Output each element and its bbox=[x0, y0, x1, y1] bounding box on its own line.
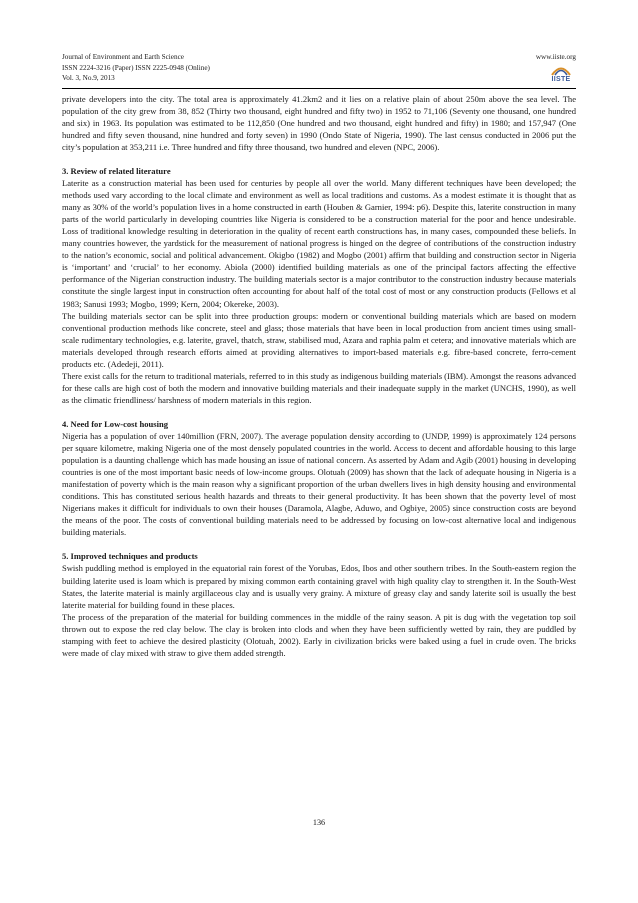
section-5-paragraph-1: Swish puddling method is employed in the equatorial rain forest of the Yorubas, Edos, Ibos and other southern tribes. In the South-eastern region the building laterite used is loam which is prepared by mixing common earth containing gravel with high quality clay to strengthen it. In the South-West States, the laterite material is mainly argillaceous clay and is usually very grainy. A mixture of greasy clay and sandy laterite soil is usually the best laterite material for building found in these places. bbox=[62, 563, 576, 610]
journal-name: Journal of Environment and Earth Science bbox=[62, 53, 184, 61]
logo-mark-icon bbox=[550, 64, 572, 76]
paper-page bbox=[62, 52, 576, 659]
section-3-paragraph-1: Laterite as a construction material has been used for centuries by people all over the world. Many different techniques have been developed; the methods used vary according to the local climate and environment as well as local traditions and customs. As a modest estimate it is thought that as many as 30% of the world’s population lives in a home constructed in earth (Houben & Garnier, 1994: p6). Despite this, laterite construction in many parts of the world particularly in developing countries like Nigeria is considered to be a construction material for the poor and hence undesirable. Loss of traditional knowledge resulting in deterioration in the quality of recent earth constructions has, in many cases, compounded these beliefs. In many countries however, the yardstick for the measurement of national progress is hinged on the degree of contributions of the construction industry to the nation’s economic, social and political advancement. Okigbo (1982) and Mogbo (2001) affirm that building and construction sector in Nigeria is ‘important’ and ‘crucial’ to her economy. Abiola (2000) identified building materials as one of the principal factors affecting the effective performance of the Nigerian construction industry. The building materials sector is a major contributor to the construction industry because materials constitute the single largest input in construction often accounting for about half of the total cost of most or any construction products (Fellows et al 1983; Sanusi 1993; Mogbo, 1999; Kern, 2004; Okereke, 2003). bbox=[62, 178, 576, 309]
section-3-paragraph-2: The building materials sector can be split into three production groups: modern or conventional building materials which are based on modern conventional production methods like concrete, steel and glass; those materials that have been in local production from ancient times using small-scale rudimentary technologies, e.g. laterite, gravel, thatch, straw, stabilised mud, Azara and raphia palm et cetera; and innovative materials which are materials developed through research efforts aimed at providing alternatives to import-based materials e.g. fibre-based concrete, ferro-cement products etc. (Adedeji, 2011). bbox=[62, 310, 576, 369]
header-divider bbox=[62, 88, 576, 89]
page-number: 136 bbox=[312, 818, 326, 827]
journal-header bbox=[62, 52, 576, 84]
section-5-heading: 5. Improved techniques and products bbox=[62, 551, 198, 562]
intro-paragraph: private developers into the city. The total area is approximately 41.2km2 and it lies on a relative plain of about 250m above the sea level. The population of the city grew from 38, 852 (Thirty two thousand, eight hundred and fifty two) in 1952 to 71,106 (Seventy one thousand, one hundred and six) in 1963. Its population was estimated to be 112,850 (One hundred and two thousand, eight hundred and fifty) in 1980; and 157,947 (One hundred and fifty seven thousand, nine hundred and forty seven) in 1990 (Ondo State of Nigeria, 1990). The last census conducted in 2006 put the city’s population at 353,211 i.e. Three hundred and fifty three thousand, two hundred and eleven (NPC, 2006). bbox=[62, 93, 576, 152]
iiste-logo bbox=[546, 64, 576, 86]
journal-volume: Vol. 3, No.9, 2013 bbox=[62, 74, 115, 83]
journal-url-link[interactable]: www.iiste.org bbox=[535, 53, 576, 61]
section-3-paragraph-3: There exist calls for the return to traditional materials, referred to in this study as indigenous building materials (IBM). Amongst the reasons advanced for these calls are high cost of both the modern and innovative building materials and their inadequate supply in the market (UNCHS, 1990), as well as the climatic friendliness/ harshness of modern materials in this region. bbox=[62, 370, 576, 405]
section-4-heading: 4. Need for Low-cost housing bbox=[62, 418, 168, 429]
logo-text: IISTE bbox=[551, 76, 571, 83]
journal-issn: ISSN 2224-3216 (Paper) ISSN 2225-0948 (Online) bbox=[62, 63, 210, 72]
section-5-paragraph-2: The process of the preparation of the material for building commences in the middle of the rainy season. A pit is dug with the vegetation top soil thrown out to expose the red clay below. The clay is broken into clods and when they have been sufficiently wetted by rain, they are puddled by stamping with feet to achieve the desired plasticity (Olotuah, 2002). Early in civilization bricks were baked using a fuel in crude oven. The bricks were made of clay mixed with straw to give them added strength. bbox=[62, 611, 576, 658]
section-3-heading: 3. Review of related literature bbox=[62, 166, 171, 177]
section-4-paragraph-1: Nigeria has a population of over 140million (FRN, 2007). The average population density according to (UNDP, 1999) is approximately 124 persons per square kilometre, making Nigeria one of the most densely populated countries in the world. Access to decent and affordable housing to this large population is a daunting challenge which has made housing an issue of national concern. As asserted by Adam and Agib (2001) housing in developing countries is one of the most important basic needs of low-income groups. Olotuah (2009) has shown that the lack of adequate housing in Nigeria is a manifestation of poverty which is the main reason why a significant proportion of the urban dwellers lives in high density housing and environmental conditions. This has constituted serious health hazards and threats to their general productivity. It has been shown that the poverty level of most Nigerians makes it difficult for individuals to own their houses (Daramola, Alagbe, Aduwo, and Ogbiye, 2005) since construction costs are beyond the means of the poor. The costs of conventional building materials need to be addressed by focusing on low-cost alternative local and indigenous building materials. bbox=[62, 431, 576, 538]
article-body bbox=[62, 93, 576, 659]
